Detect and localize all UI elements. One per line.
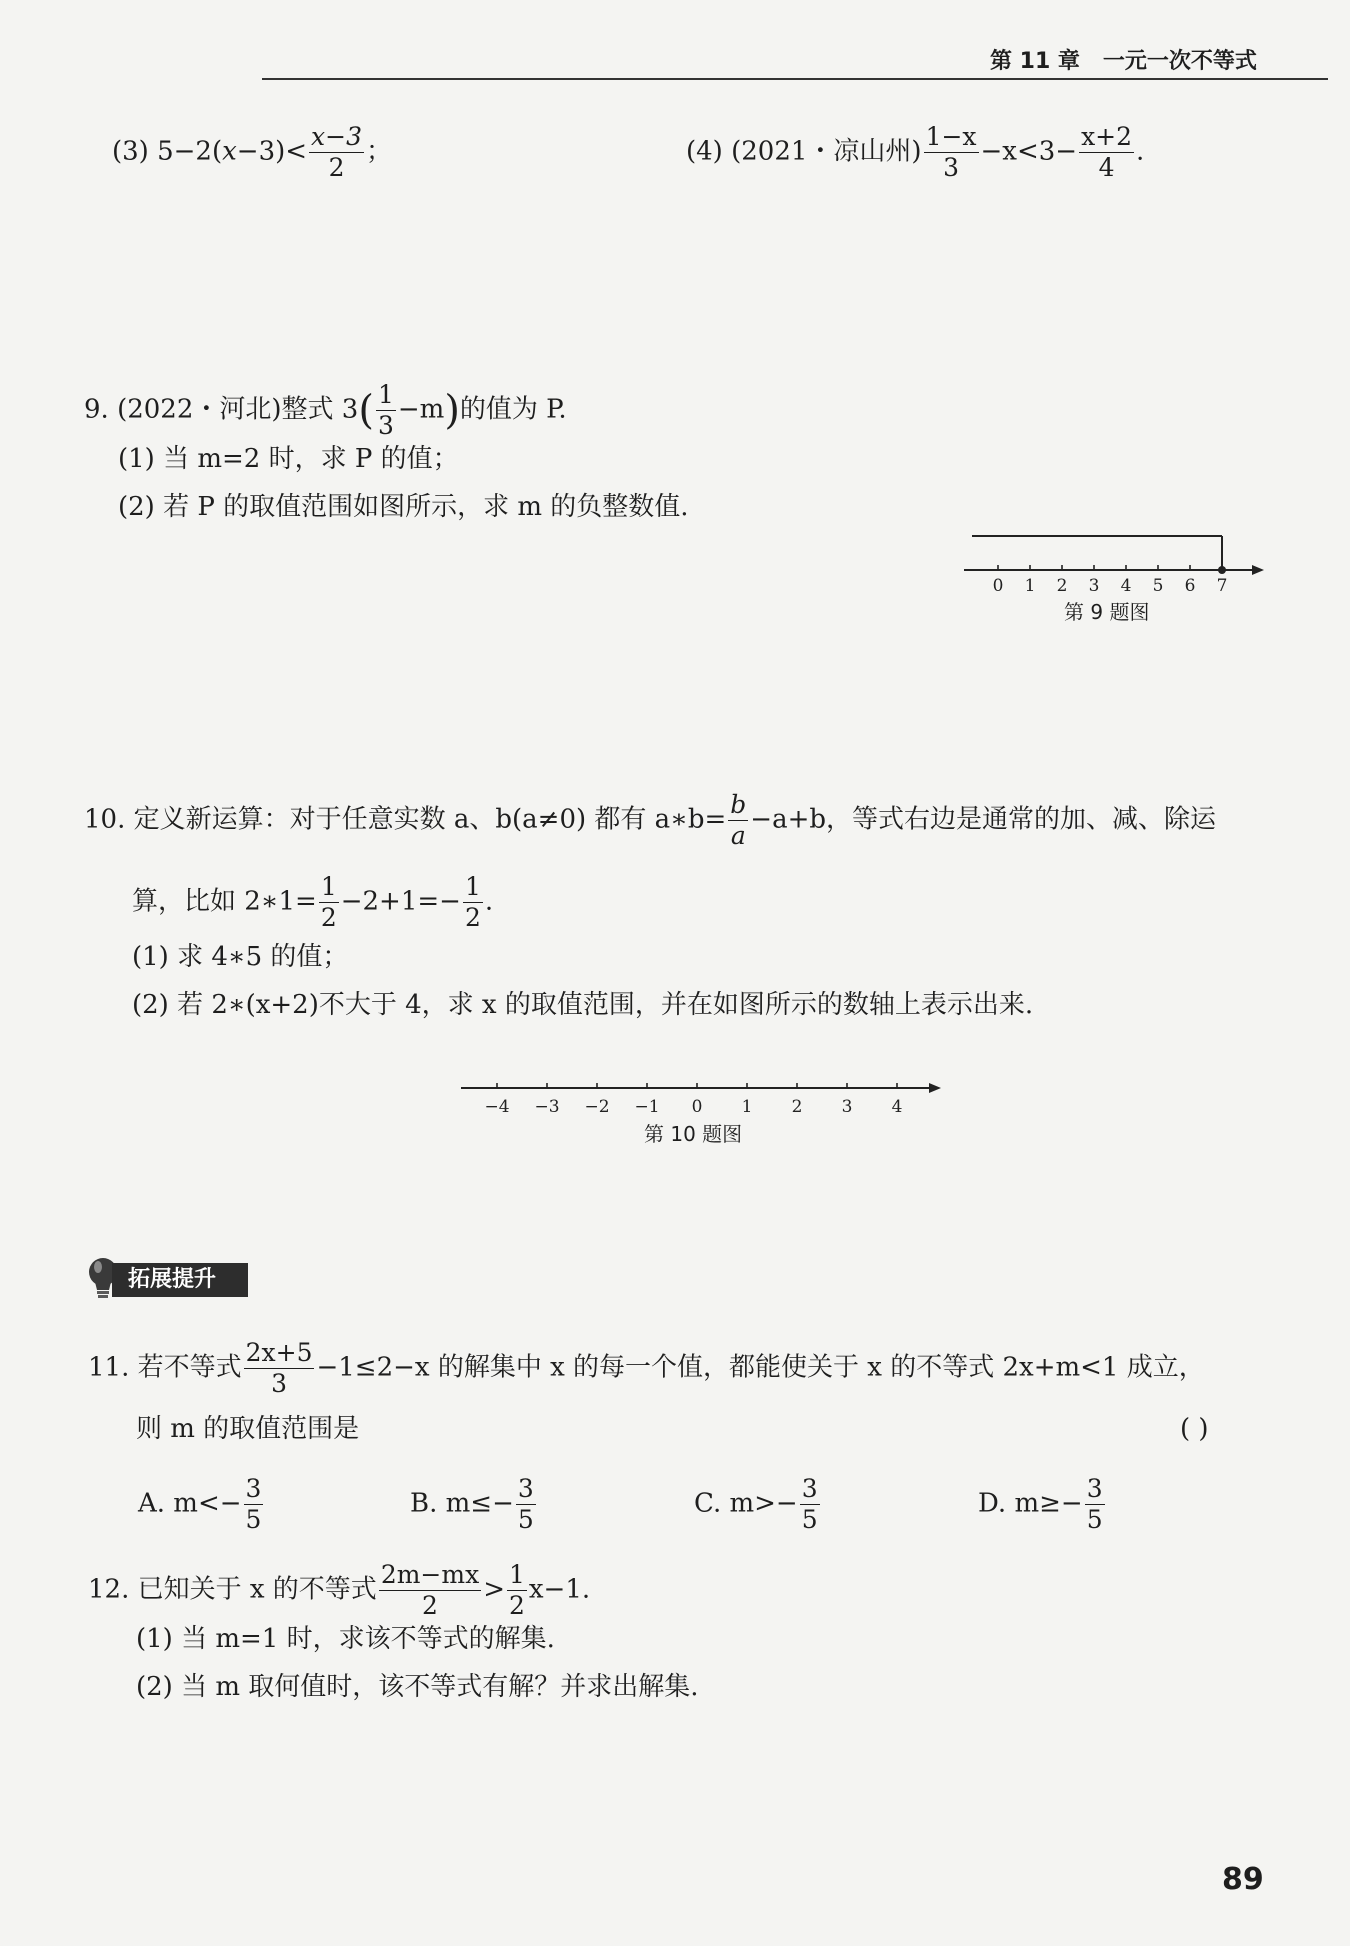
q9-tick-label: 5: [1152, 576, 1164, 596]
q10-tick-label: −2: [584, 1097, 610, 1117]
q10-tick-label: 3: [841, 1097, 853, 1117]
q10-part2: (2) 若 2∗(x+2)不大于 4，求 x 的取值范围，并在如图所示的数轴上表示出来.: [132, 990, 1034, 1020]
q9-tick-label: 2: [1056, 576, 1068, 596]
q10-tick-label: 2: [791, 1097, 803, 1117]
q9-figure-caption: 第 9 题图: [1064, 600, 1150, 624]
q9-tick-label: 3: [1088, 576, 1100, 596]
q8-p4-end: .: [1136, 136, 1145, 167]
q10-stem: [84, 790, 1216, 851]
q8-p4-mid: −x<3−: [980, 136, 1078, 167]
q12-fraction1: $\frac{2m-mx}{2}$: [380, 1560, 480, 1620]
q12-stem-c: x−1.: [528, 1574, 591, 1605]
q11-stem: [88, 1338, 1205, 1399]
chapter-title: 一元一次不等式: [1102, 49, 1257, 74]
q9-tick-label: 4: [1120, 576, 1132, 596]
q8-p4-label: (4) (2021・凉山州): [686, 136, 922, 167]
q8-part3: (3) 5−2(x−3)< $\frac{x-3}{2}$ ；: [112, 122, 393, 182]
q12-part1: (1) 当 m=1 时，求该不等式的解集.: [136, 1624, 555, 1654]
q10-line2-fraction1: $\frac{1}{2}$: [320, 872, 337, 932]
q9-axis-arrow: [1252, 565, 1264, 575]
q11-stem-b: −1≤2−x 的解集中 x 的每一个值，都能使关于 x 的不等式 2x+m<1 成立，: [316, 1352, 1205, 1383]
q8-p3-label: (3) 5−2(: [112, 136, 223, 167]
q10-tick-label: 4: [891, 1097, 903, 1117]
q10-tick-label: −4: [484, 1097, 510, 1117]
q10-fraction: $\frac{b}{a}$: [730, 790, 747, 850]
q10-tick-label: 0: [691, 1097, 703, 1117]
q9-part1: (1) 当 m=2 时，求 P 的值；: [118, 444, 459, 474]
q9-stem: 9. (2022・河北)整式 3( $\frac{1}{3}$ −m)的值为 P.: [84, 380, 567, 440]
q11-answer-bracket: ( ): [1180, 1414, 1209, 1444]
q8-p4-fraction1: $\frac{1-x}{3}$: [925, 122, 977, 182]
q10-line2: [132, 872, 493, 933]
page-number: 89: [1222, 1862, 1264, 1897]
q8-part4: [686, 122, 1144, 183]
q9-part2: (2) 若 P 的取值范围如图所示，求 m 的负整数值.: [118, 492, 689, 522]
q10-line2-b: −2+1=−: [340, 886, 461, 917]
chapter-header: [990, 44, 1257, 75]
q10-tick-label: −1: [634, 1097, 660, 1117]
chapter-number: 第 11 章: [990, 49, 1080, 74]
q9-tick-label: 7: [1216, 576, 1228, 596]
q9-stem-prefix: 9. (2022・河北)整式 3: [84, 394, 359, 425]
q9-tick-label: 0: [992, 576, 1004, 596]
q8-p3-end: ；: [366, 136, 393, 167]
section-title-badge: 拓展提升: [112, 1263, 248, 1297]
q12-stem-a: 12. 已知关于 x 的不等式: [88, 1574, 377, 1605]
q9-stem-mid: −m: [397, 394, 445, 425]
q11-line2: 则 m 的取值范围是: [136, 1414, 360, 1444]
q11-stem-a: 11. 若不等式: [88, 1352, 242, 1383]
q12-stem: [88, 1560, 590, 1621]
q9-tick-label: 6: [1184, 576, 1196, 596]
q10-stem-b: −a+b，等式右边是通常的加、减、除运: [750, 804, 1217, 835]
q11-option-c: C. m>− $\frac{3}{5}$: [694, 1474, 818, 1534]
q11-option-a: A. m<− $\frac{3}{5}$: [138, 1474, 262, 1534]
q10-stem-a: 10. 定义新运算：对于任意实数 a、b(a≠0) 都有 a∗b=: [84, 804, 727, 835]
q12-fraction2: $\frac{1}{2}$: [508, 1560, 525, 1620]
q10-axis-arrow: [929, 1083, 941, 1093]
q9-stem-suffix: 的值为 P.: [459, 394, 567, 425]
q8-p3-mid: −3)<: [236, 136, 308, 167]
q9-fraction: $\frac{1}{3}$: [377, 380, 394, 440]
q10-tick-label: −3: [534, 1097, 560, 1117]
q9-number-line-figure: [950, 520, 1280, 600]
q8-p3-fraction: $\frac{x-3}{2}$: [311, 122, 362, 182]
q10-number-line-figure: [455, 1072, 945, 1122]
q9-tick-label: 1: [1024, 576, 1036, 596]
q11-option-d: D. m≥− $\frac{3}{5}$: [978, 1474, 1103, 1534]
q12-part2: (2) 当 m 取何值时，该不等式有解？并求出解集.: [136, 1672, 699, 1702]
q11-fraction: $\frac{2x+5}{3}$: [245, 1338, 313, 1398]
q10-tick-label: 1: [741, 1097, 753, 1117]
q12-stem-b: >: [483, 1574, 505, 1605]
q10-figure-caption: 第 10 题图: [644, 1122, 743, 1146]
q10-line2-fraction2: $\frac{1}{2}$: [464, 872, 481, 932]
q10-line2-a: 算，比如 2∗1=: [132, 886, 317, 917]
header-rule: [262, 78, 1328, 80]
q8-p4-fraction2: $\frac{x+2}{4}$: [1081, 122, 1133, 182]
q10-part1: (1) 求 4∗5 的值；: [132, 942, 349, 972]
q10-line2-c: .: [484, 886, 494, 917]
q11-option-b: B. m≤− $\frac{3}{5}$: [410, 1474, 534, 1534]
